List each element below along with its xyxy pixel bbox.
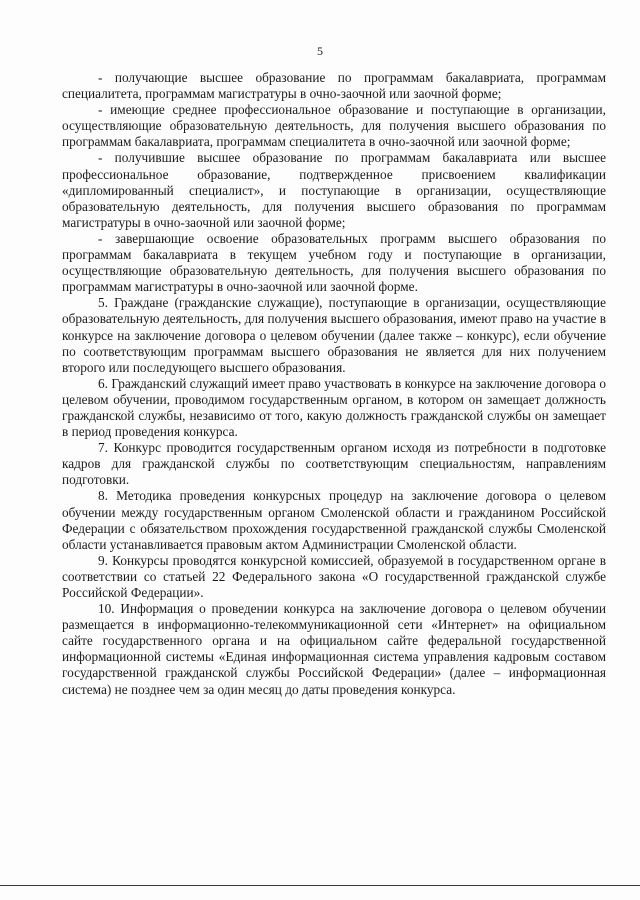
- paragraph-6: 6. Гражданский служащий имеет право участвовать в конкурсе на заключение договора о целевом обучении, проводимом государственным органом, в котором он замещает должность гражданской службы, независимо от того, какую должность гражданской службы он замещает в период проведения конкурса.: [62, 375, 606, 440]
- paragraph-5: 5. Граждане (гражданские служащие), поступающие в организации, осуществляющие образовательную деятельность, для получения высшего образования, имеют право на участие в конкурсе на заключение договора о целевом обучении (далее также – конкурс), если обучение по соответствующим программам высшего образования не является для них получением второго или последующего высшего образования.: [62, 295, 606, 375]
- list-item-secondary-vocational: - имеющие среднее профессиональное образование и поступающие в организации, осуществляющие образовательную деятельность, для получения высшего образования по программам бакалавриата, программам специалитета в очно-заочной или заочной форме;: [62, 102, 606, 150]
- paragraph-10: 10. Информация о проведении конкурса на заключение договора о целевом обучении размещается в информационно-телекоммуникационной сети «Интернет» на официальном сайте государственного органа и на официальном сайте федеральной государственной информационной системы «Единая информационная система управления кадровым составом государственной гражданской службы Российской Федерации» (далее – информационная система) не позднее чем за один месяц до даты проведения конкурса.: [62, 601, 606, 697]
- list-item-completing-bachelor: - завершающие освоение образовательных программ высшего образования по программам бакалавриата в текущем учебном году и поступающие в организации, осуществляющие образовательную деятельность, для получения высшего образования по программам магистратуры в очно-заочной или заочной форме.: [62, 230, 606, 295]
- list-item-bachelor-distance: - получающие высшее образование по программам бакалавриата, программам специалитета, программам магистратуры в очно-заочной или заочной форме;: [62, 70, 606, 102]
- document-body: [62, 70, 606, 698]
- paragraph-7: 7. Конкурс проводится государственным органом исходя из потребности в подготовке кадров для гражданской службы по соответствующим специальностям, направлениям подготовки.: [62, 440, 606, 488]
- list-item-higher-education-holders: - получившие высшее образование по программам бакалавриата или высшее профессиональное образование, подтвержденное присвоением квалификации «дипломированный специалист», и поступающие в организации, осуществляющие образовательную деятельность, для получения высшего образования по программам магистратуры в очно-заочной или заочной форме;: [62, 150, 606, 230]
- paragraph-9: 9. Конкурсы проводятся конкурсной комиссией, образуемой в государственном органе в соответствии со статьей 22 Федерального закона «О государственной гражданской службе Российской Федерации».: [62, 552, 606, 600]
- page-number: 5: [317, 44, 323, 58]
- paragraph-8: 8. Методика проведения конкурсных процедур на заключение договора о целевом обучении между государственным органом Смоленской области и гражданином Российской Федерации с обязательством прохождения государственной гражданской службы Смоленской области устанавливается правовым актом Администрации Смоленской области.: [62, 488, 606, 552]
- page-bottom-divider: [0, 885, 640, 886]
